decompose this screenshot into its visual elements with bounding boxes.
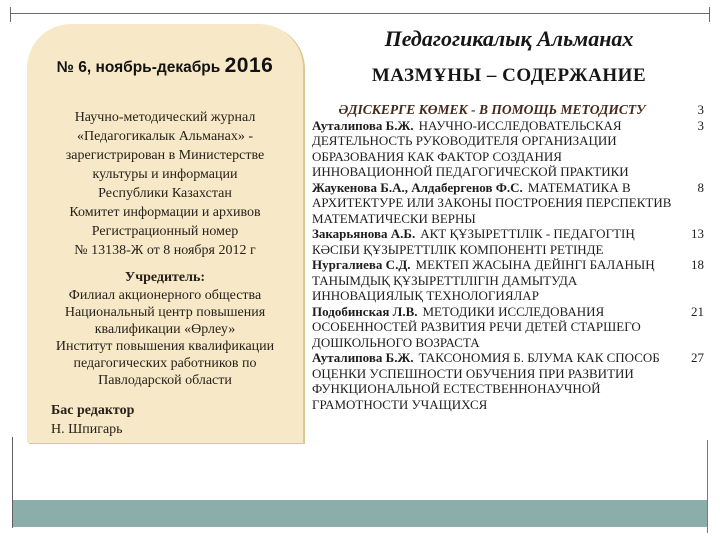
journal-title: Педагогикалық Альманах	[384, 26, 634, 51]
frame-corner-tick-right	[709, 7, 710, 22]
toc-entry-text	[312, 226, 672, 257]
registration-line: зарегистрирован в Министерстве	[65, 148, 265, 163]
bottom-accent-bar	[13, 500, 707, 527]
founder-line: Павлодарской области	[98, 373, 232, 388]
chief-editor-label: Бас редактор	[51, 403, 135, 418]
toc-entry	[312, 180, 706, 227]
registration-line: Республики Казахстан	[98, 186, 232, 201]
frame-right-line	[707, 440, 708, 533]
chief-editor-block	[41, 401, 289, 439]
founder-line: Институт повышения квалификации	[55, 339, 275, 354]
chief-editor-name: Н. Шпигарь	[51, 422, 123, 437]
founder-line: Национальный центр повышения	[64, 305, 266, 320]
toc-entry-text	[312, 257, 672, 304]
contents-heading: МАЗМҰНЫ – СОДЕРЖАНИЕ	[371, 65, 647, 86]
founder-line: Филиал акционерного общества	[68, 288, 262, 303]
toc-entry-authors: Нургалиева С.Д.	[312, 257, 411, 272]
toc-entry-title: МЕТОДИКИ ИССЛЕДОВАНИЯ ОСОБЕННОСТЕЙ РАЗВИТИЯ РЕЧИ ДЕТЕЙ СТАРШЕГО ДОШКОЛЬНОГО ВОЗРАСТА	[312, 303, 641, 350]
registration-line: № 13138-Ж от 8 ноября 2012 г	[74, 243, 256, 258]
contents-column	[312, 26, 706, 412]
toc-entry-text	[312, 118, 672, 180]
toc-entry-authors: Ауталипова Б.Ж.	[312, 117, 414, 133]
journal-info-panel	[27, 24, 303, 443]
founder-line: педагогических работников по	[73, 356, 257, 371]
founder-label: Учредитель:	[124, 270, 206, 285]
issue-year: 2016	[224, 54, 274, 77]
registration-line: «Педагогикалык Альманах» -	[76, 129, 254, 144]
table-of-contents	[312, 102, 706, 412]
registration-line: культуры и информации	[92, 167, 238, 182]
frame-corner-tick-left	[10, 7, 11, 22]
toc-section-header-row	[312, 102, 706, 118]
registration-line: Регистрационный номер	[91, 224, 239, 239]
toc-entry-page: 13	[691, 226, 704, 241]
toc-entry	[312, 304, 706, 351]
toc-entry-text	[312, 350, 672, 412]
frame-top-line	[10, 13, 710, 14]
toc-entry-authors: Закарьянова А.Б.	[312, 226, 416, 241]
issue-prefix: № 6, ноябрь-декабрь	[56, 59, 221, 76]
founder-block	[41, 268, 289, 389]
toc-section-title: ӘДІСКЕРГЕ КӨМЕК - В ПОМОЩЬ МЕТОДИСТУ	[338, 102, 646, 117]
toc-entry-title: ТАКСОНОМИЯ Б. БЛУМА КАК СПОСОБ ОЦЕНКИ УСПЕШНОСТИ ОБУЧЕНИЯ ПРИ РАЗВИТИИ ФУНКЦИОНАЛЬНОЙ ЕСТЕСТВЕННОНАУЧНОЙ ГРАМОТНОСТИ УЧАЩИХСЯ	[312, 350, 660, 412]
registration-line: Комитет информации и архивов	[69, 205, 261, 220]
toc-entry	[312, 118, 706, 180]
toc-entry-text	[312, 304, 672, 351]
founder-line: квалификации «Өрлеу»	[94, 322, 236, 337]
toc-entry-authors: Жаукенова Б.А., Алдабергенов Ф.С.	[312, 179, 523, 195]
toc-entry-title: АКТ ҚҰЗЫРЕТТІЛІК - ПЕДАГОГТІҢ КӘСІБИ ҚҰЗЫРЕТТІЛІК КОМПОНЕНТІ РЕТІНДЕ	[312, 226, 635, 257]
toc-entry-title: МАТЕМАТИКА В АРХИТЕКТУРЕ ИЛИ ЗАКОНЫ ПОСТРОЕНИЯ ПЕРСПЕКТИВ МАТЕМАТИЧЕСКИ ВЕРНЫ	[312, 179, 672, 226]
registration-line: Научно-методический журнал	[74, 110, 256, 125]
toc-entry	[312, 350, 706, 412]
toc-entry-page: 27	[691, 350, 704, 365]
toc-entry-page: 3	[697, 117, 704, 133]
toc-entry-title: НАУЧНО-ИССЛЕДОВАТЕЛЬСКАЯ ДЕЯТЕЛЬНОСТЬ РУКОВОДИТЕЛЯ ОРГАНИЗАЦИИ ОБРАЗОВАНИЯ КАК ФАКТОР СОЗДАНИЯ ИННОВАЦИОННОЙ ПЕДАГОГИЧЕСКОЙ ПРАКТИКИ	[312, 117, 629, 179]
founder-lines	[41, 287, 289, 389]
toc-entry-text	[312, 180, 672, 227]
toc-entry-page: 8	[697, 179, 704, 195]
toc-entry-page: 18	[691, 257, 704, 272]
toc-entry-page: 21	[691, 303, 704, 319]
registration-paragraph	[41, 108, 289, 260]
toc-entry-authors: Ауталипова Б.Ж.	[312, 350, 414, 365]
toc-entry	[312, 257, 706, 304]
toc-entry-title: МЕКТЕП ЖАСЫНА ДЕЙІНГІ БАЛАНЫҢ ТАНЫМДЫҚ ҚҰЗЫРЕТТІЛІГІН ДАМЫТУДА ИННОВАЦИЯЛЫҚ ТЕХНОЛОГИЯЛАР	[312, 257, 655, 303]
issue-line	[41, 54, 289, 78]
toc-section-page: 3	[697, 102, 704, 117]
toc-entry	[312, 226, 706, 257]
toc-entry-authors: Подобинская Л.В.	[312, 303, 418, 319]
